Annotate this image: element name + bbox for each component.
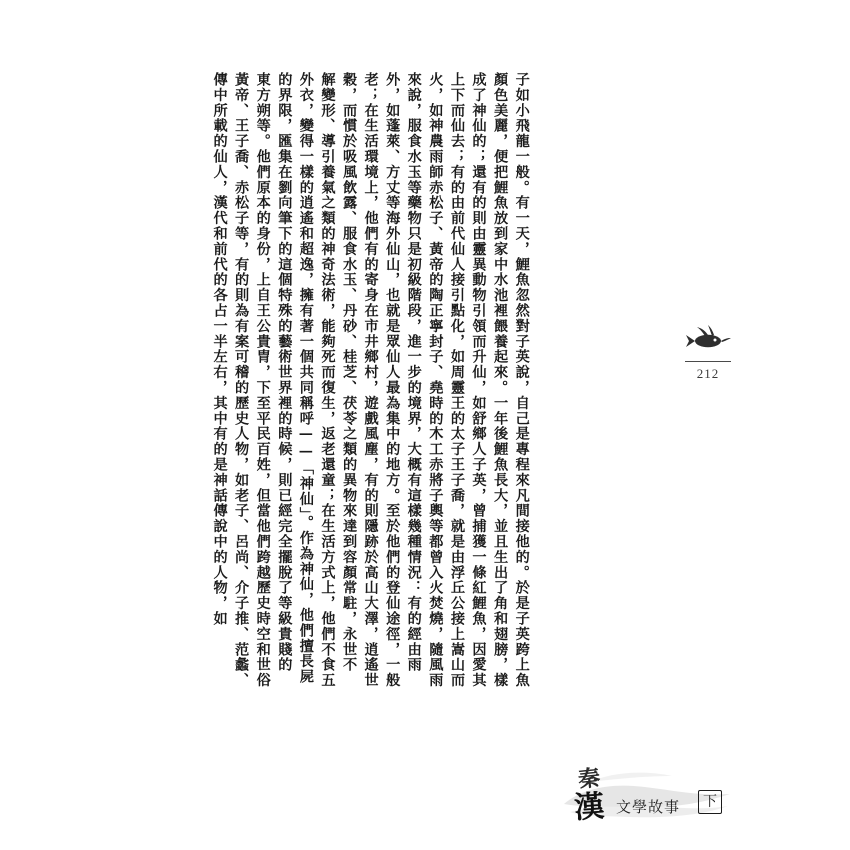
volume-badge: 下	[698, 790, 722, 814]
text-column: 子如小飛龍一般。有一天，鯉魚忽然對子英說，自己是專程來凡間接他的。於是子英跨上魚	[513, 72, 530, 688]
text-column: 黃帝、王子喬、赤松子等，有的則為有案可稽的歷史人物，如老子、呂尚、介子推、范蠡、	[233, 72, 250, 688]
text-column: 外，如蓬萊、方丈等海外仙山，也就是眾仙人最為集中的地方。至於他們的登仙途徑，一般	[384, 72, 401, 688]
text-column: 傳中所載的仙人，漢代和前代的各占一半左右，其中有的是神話傳說中的人物，如	[211, 72, 228, 627]
text-column: 成了神仙的；還有的則由靈異動物引領而升仙，如舒鄉人子英，曾捕獲一條紅鯉魚，因愛其	[470, 72, 487, 688]
text-column: 外衣，變得一樣的逍遙和超逸，擁有著一個共同稱呼——「神仙」。作為神仙，他們擅長屍	[297, 72, 314, 685]
brand-char-qin: 秦	[576, 764, 602, 794]
text-column: 顏色美麗，便把鯉魚放到家中水池裡餵養起來。一年後鯉魚長大，並且生出了角和翅膀，樣	[492, 72, 509, 688]
flying-fish-seal-icon	[684, 325, 732, 355]
text-column: 的界限，匯集在劉向筆下的這個特殊的藝術世界裡的時候，則已經完全擺脫了等級貴賤的	[276, 72, 293, 673]
text-column: 上下而仙去；有的由前代仙人接引點化，如周靈王的太子王子喬，就是由浮丘公接上嵩山而	[448, 72, 465, 688]
text-column: 穀，而慣於吸風飲露、服食水玉、丹砂、桂芝、茯苓之類的異物來達到容顏常駐，永世不	[341, 72, 358, 673]
page-number: 212	[696, 366, 720, 381]
brand-char-han: 漢	[573, 788, 606, 826]
book-series-logo	[560, 760, 750, 830]
folio-rule	[685, 361, 731, 362]
text-column: 老；在生活環境上，他們有的寄身在市井鄉村，遊戲風塵，有的則隱跡於高山大澤，逍遙世	[362, 72, 379, 688]
brand-subtitle: 文學故事	[616, 798, 681, 816]
text-column: 東方朔等。他們原本的身份，上自王公貴胄，下至平民百姓，但當他們跨越歷史時空和世俗	[254, 72, 271, 688]
text-column: 解變形、導引養氣之類的神奇法術，能夠死而復生，返老還童；在生活方式上，他們不食五	[319, 72, 336, 688]
page-folio	[678, 325, 738, 382]
text-column: 火，如神農雨師赤松子、黃帝的陶正寧封子、堯時的木工赤將子輿等都曾入火焚燒，隨風雨	[427, 72, 444, 688]
page-body-text	[208, 72, 638, 762]
text-column: 來說，服食水玉等藥物只是初級階段，進一步的境界，大概有這樣幾種情況：有的經由雨	[405, 72, 422, 673]
